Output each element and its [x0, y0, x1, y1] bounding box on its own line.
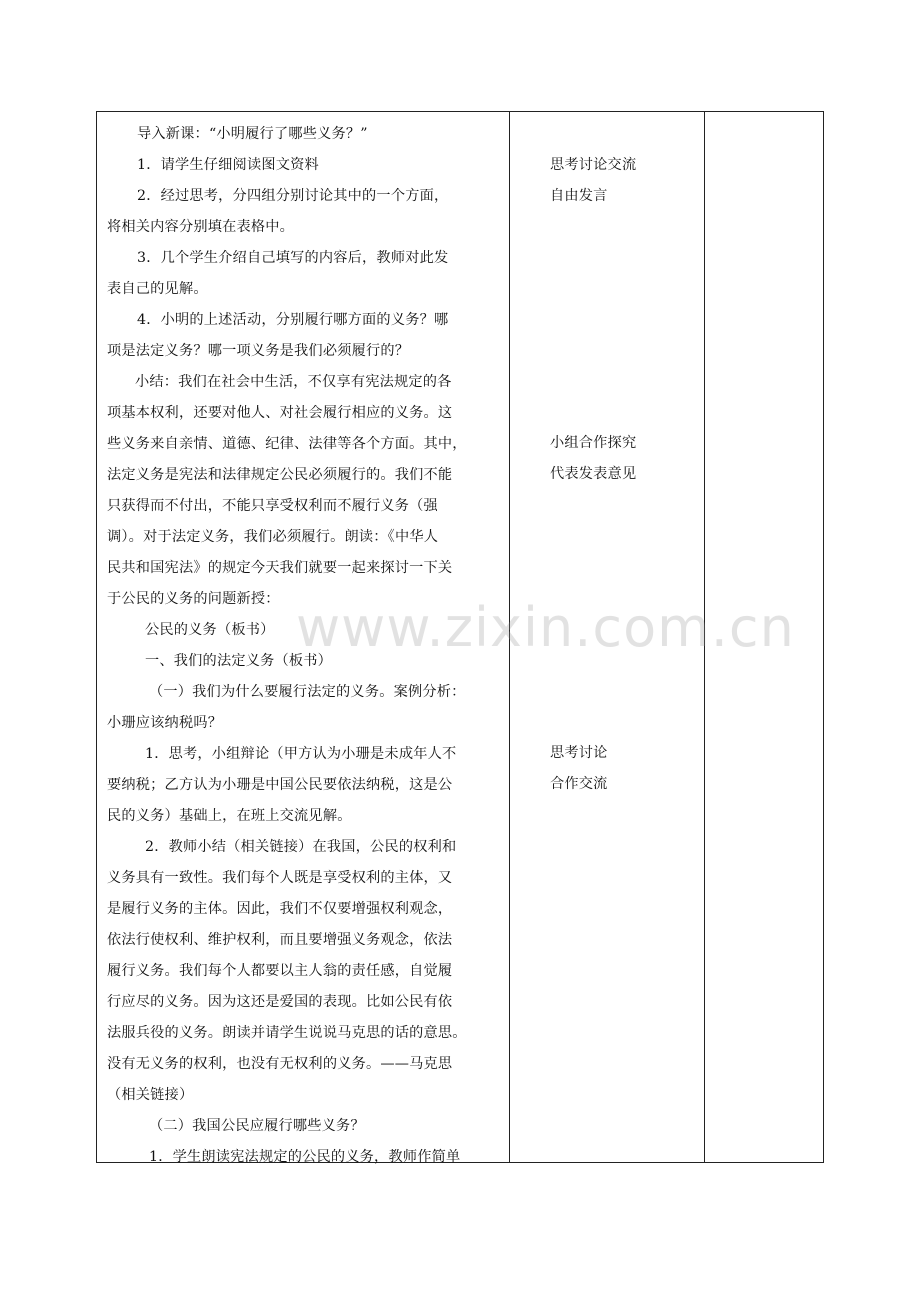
- activity-note: 合作交流: [550, 776, 608, 792]
- text-line: （二）我国公民应履行哪些义务？: [149, 1118, 365, 1134]
- text-line: 是履行义务的主体。因此，我们不仅要增强权利观念，: [107, 901, 453, 917]
- text-line: 导入新课：“小明履行了哪些义务？”: [137, 126, 368, 142]
- text-line: 3．几个学生介绍自己填写的内容后，教师对此发: [137, 250, 449, 266]
- text-line: 依法行使权利、维护权利，而且要增强义务观念，依法: [107, 932, 453, 948]
- activity-note: 代表发表意见: [550, 466, 637, 482]
- text-line: 于公民的义务的问题新授：: [107, 591, 280, 607]
- text-line: 民共和国宪法》的规定今天我们就要一起来探讨一下关: [107, 560, 453, 576]
- text-line: 履行义务。我们每个人都要以主人翁的责任感，自觉履: [107, 963, 453, 979]
- text-line: （一）我们为什么要履行法定的义务。案例分析：: [149, 684, 466, 700]
- text-line: 民的义务）基础上，在班上交流见解。: [107, 808, 352, 824]
- activity-note: 小组合作探究: [550, 435, 637, 451]
- text-line: 没有无义务的权利，也没有无权利的义务。——马克思: [107, 1056, 453, 1072]
- text-line: 1．思考，小组辩论（甲方认为小珊是未成年人不: [145, 746, 457, 762]
- text-line: 2．经过思考，分四组分别讨论其中的一个方面，: [137, 188, 449, 204]
- text-line: 义务具有一致性。我们每个人既是享受权利的主体，又: [107, 870, 453, 886]
- text-line: 小结：我们在社会中生活，不仅享有宪法规定的各: [135, 374, 452, 390]
- text-line: 小珊应该纳税吗？: [107, 715, 223, 731]
- text-line: 只获得而不付出，不能只享受权利而不履行义务（强: [107, 498, 438, 514]
- text-line: 些义务来自亲情、道德、纪律、法律等各个方面。其中，: [107, 436, 467, 452]
- text-line: 1．学生朗读宪法规定的公民的义务，教师作简单: [149, 1149, 461, 1165]
- text-line: 2．教师小结（相关链接）在我国，公民的权利和: [145, 839, 457, 855]
- text-line: 法服兵役的义务。朗读并请学生说说马克思的话的意思。: [107, 1025, 467, 1041]
- text-line: 法定义务是宪法和法律规定公民必须履行的。我们不能: [107, 467, 453, 483]
- text-line: 表自己的见解。: [107, 281, 208, 297]
- text-line: 将相关内容分别填在表格中。: [107, 219, 295, 235]
- text-line: 要纳税；乙方认为小珊是中国公民要依法纳税，这是公: [107, 777, 453, 793]
- column-divider: [509, 112, 510, 1162]
- board-heading: 一、我们的法定义务（板书）: [145, 653, 333, 669]
- text-line: 行应尽的义务。因为这还是爱国的表现。比如公民有依: [107, 994, 453, 1010]
- text-line: （相关链接）: [107, 1087, 194, 1103]
- lesson-table: [96, 111, 824, 1163]
- board-heading: 公民的义务（板书）: [145, 622, 275, 638]
- activity-note: 思考讨论交流: [550, 157, 637, 173]
- activity-note: 思考讨论: [550, 745, 608, 761]
- text-line: 项是法定义务？哪一项义务是我们必须履行的？: [107, 343, 410, 359]
- text-line: 项基本权利，还要对他人、对社会履行相应的义务。这: [107, 405, 453, 421]
- text-line: 1．请学生仔细阅读图文资料: [137, 157, 319, 173]
- text-line: 4．小明的上述活动，分别履行哪方面的义务？哪: [137, 312, 449, 328]
- watermark: www.zixin.com.cn: [296, 596, 795, 659]
- activity-note: 自由发言: [550, 188, 608, 204]
- text-line: 调）。对于法定义务，我们必须履行。朗读：《中华人: [107, 529, 439, 545]
- column-divider: [704, 112, 705, 1162]
